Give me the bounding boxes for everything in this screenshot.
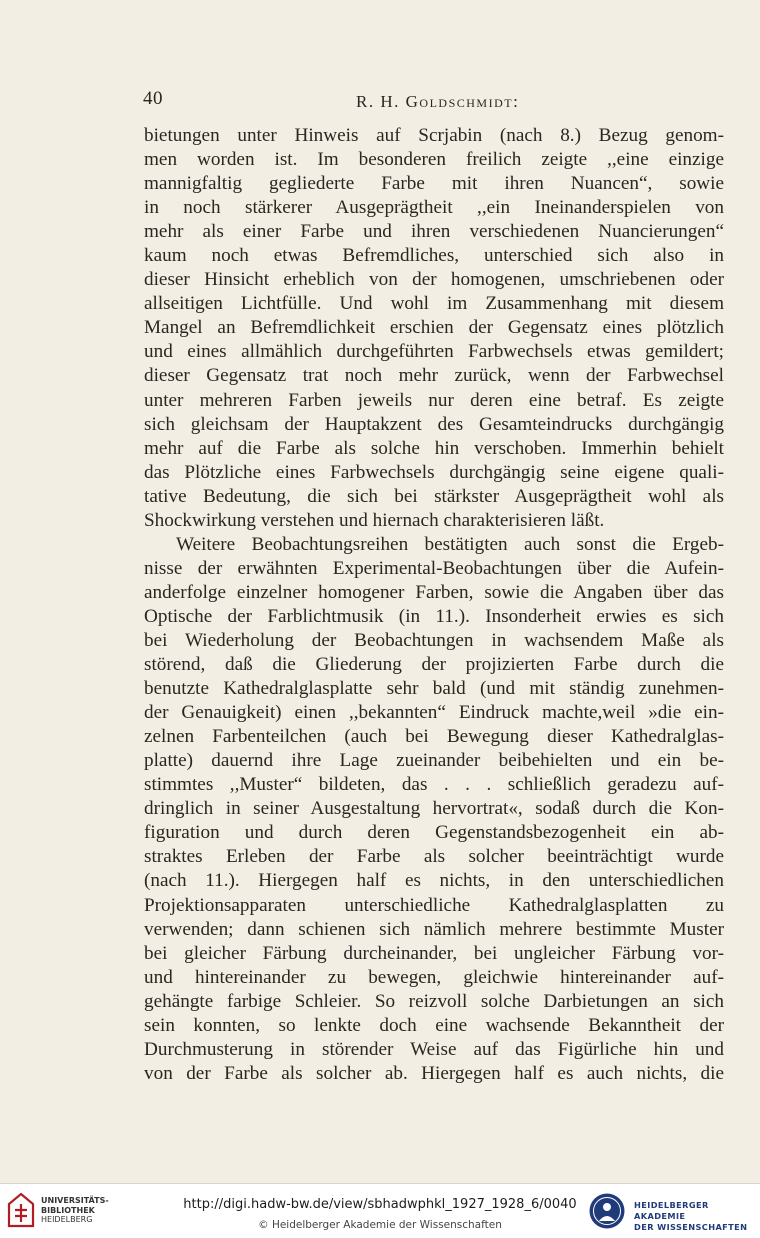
text-line: benutzte Kathedralglasplatte sehr bald (und mit ständig zunehmen- <box>144 678 724 700</box>
body-text <box>144 124 724 1086</box>
text-line: mannigfaltig gegliederte Farbe mit ihren Nuancen“, sowie <box>144 173 724 195</box>
text-line: von der Farbe als solcher ab. Hiergegen half es auch nichts, die <box>144 1062 724 1084</box>
text-line: kaum noch etwas Befremdliches, unterschied sich also in <box>144 245 724 267</box>
copyright-notice: © Heidelberger Akademie der Wissenschaften <box>258 1219 502 1231</box>
text-line: in noch stärkerer Ausgeprägtheit ,,ein Ineinanderspielen von <box>144 197 724 219</box>
text-line: der Genauigkeit) einen ,,bekannten“ Eindruck machte,weil »die ein- <box>144 702 724 724</box>
text-line: Durchmusterung in störender Weise auf das Figürliche hin und <box>144 1038 724 1060</box>
viewer-footer <box>0 1183 760 1238</box>
text-line: Optische der Farblichtmusik (in 11.). Insonderheit erwies es sich <box>144 605 724 627</box>
text-line: das Plötzliche eines Farbwechsels durchgängig seine eigene quali- <box>144 461 724 483</box>
text-line: bei Wiederholung der Beobachtungen in wachsendem Maße als <box>144 629 724 651</box>
text-line: sich gleichsam der Hauptakzent des Gesamteindrucks durchgängig <box>144 413 724 435</box>
text-line: Weitere Beobachtungsreihen bestätigten auch sonst die Ergeb- <box>176 533 724 555</box>
page-number: 40 <box>143 88 163 109</box>
text-line: stimmtes ,,Muster“ bildeten, das . . . schließlich geradezu auf- <box>144 774 724 796</box>
text-line: nisse der erwähnten Experimental-Beobachtungen über die Aufein- <box>144 557 724 579</box>
text-line: dieser Gegensatz trat noch mehr zurück, wenn der Farbwechsel <box>144 365 724 387</box>
text-line: Mangel an Befremdlichkeit erschien der Gegensatz eines plötzlich <box>144 317 724 339</box>
text-line: mehr als einer Farbe und ihren verschiedenen Nuancierungen“ <box>144 221 724 243</box>
text-line: unter mehreren Farben jeweils nur deren eine betraf. Es zeigte <box>144 389 724 411</box>
text-line: tative Bedeutung, die sich bei stärkster Ausgeprägtheit wohl als <box>144 485 724 507</box>
text-line: Shockwirkung verstehen und hiernach charakterisieren läßt. <box>144 509 605 531</box>
text-line: bietungen unter Hinweis auf Scrjabin (nach 8.) Bezug genom- <box>144 125 724 146</box>
text-line: zelnen Farbenteilchen (auch bei Bewegung dieser Kathedralglas- <box>144 726 724 748</box>
text-line: anderfolge einzelner homogener Farben, sowie die Angaben über das <box>144 581 724 603</box>
text-line: bei gleicher Färbung durcheinander, bei ungleicher Färbung vor- <box>144 942 724 964</box>
text-line: und eines allmählich durchgeführten Farbwechsels etwas gemildert; <box>144 341 724 363</box>
text-line: mehr auf die Farbe als solche hin verschoben. Immerhin behielt <box>144 437 724 459</box>
text-line: dieser Hinsicht erheblich von der homogenen, umschriebenen oder <box>144 269 724 291</box>
text-line: gehängte farbige Schleier. So reizvoll solche Darbietungen an sich <box>144 990 724 1012</box>
page-url-link[interactable]: http://digi.hadw-bw.de/view/sbhadwphkl_1927_1928_6/0040 <box>183 1197 577 1212</box>
running-head-name: Goldschmidt: <box>405 92 520 111</box>
running-head <box>356 92 519 112</box>
text-line: platte) dauernd ihre Lage zueinander beibehielten und ein be- <box>144 750 724 772</box>
academy-seal-icon[interactable] <box>588 1192 626 1230</box>
text-line: störend, daß die Gliederung der projizierten Farbe durch die <box>144 654 724 676</box>
text-line: verwenden; dann schienen sich nämlich mehrere bestimmte Muster <box>144 918 724 940</box>
text-line: allseitigen Lichtfülle. Und wohl im Zusammenhang mit diesem <box>144 293 724 315</box>
text-line: dringlich in seiner Ausgestaltung hervortrat«, sodaß durch die Kon- <box>144 798 724 820</box>
text-line: sein konnten, so lenkte doch eine wachsende Bekanntheit der <box>144 1014 724 1036</box>
text-line: (nach 11.). Hiergegen half es nichts, in den unterschiedlichen <box>144 870 724 892</box>
text-line: men worden ist. Im besonderen freilich zeigte ,,eine einzige <box>144 149 724 171</box>
text-line: figuration und durch deren Gegenstandsbezogenheit ein ab- <box>144 822 724 844</box>
running-head-initials: R. H. <box>356 92 400 111</box>
text-line: Projektionsapparaten unterschiedliche Kathedralglasplatten zu <box>144 894 724 916</box>
text-line: und hintereinander zu bewegen, gleichwie hintereinander auf- <box>144 966 724 988</box>
academy-name[interactable]: HEIDELBERGER AKADEMIE DER WISSENSCHAFTEN <box>634 1200 748 1232</box>
text-line: straktes Erleben der Farbe als solcher beeinträchtigt wurde <box>144 846 724 868</box>
university-library-name[interactable]: UNIVERSITÄTS- BIBLIOTHEK HEIDELBERG <box>41 1196 109 1224</box>
